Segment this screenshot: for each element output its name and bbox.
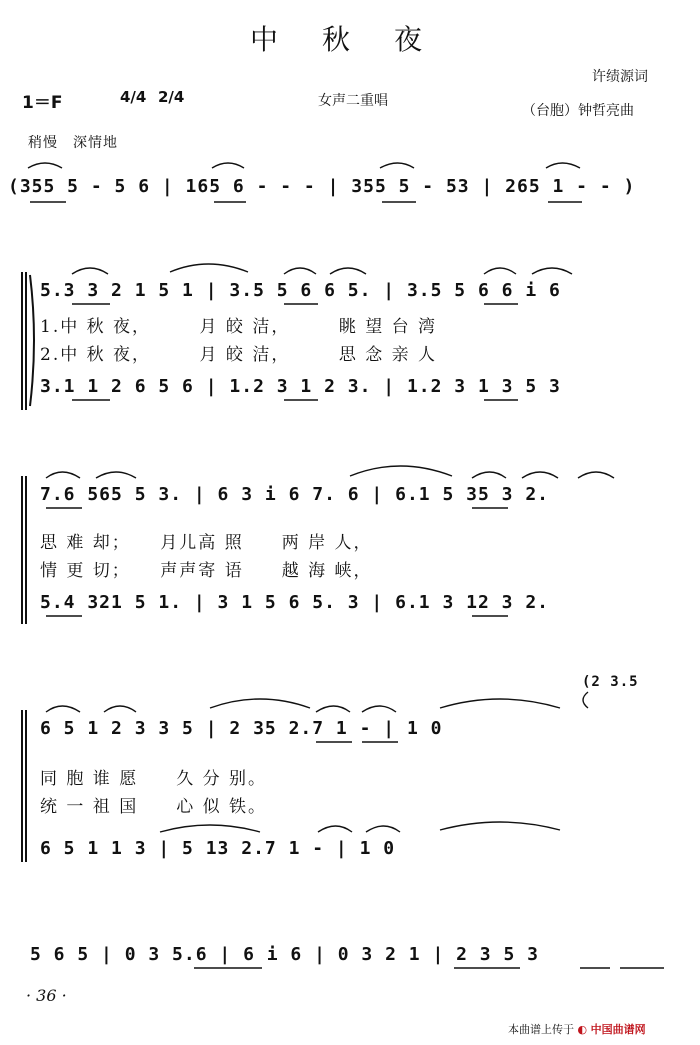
s2-slur-1	[46, 472, 80, 478]
s3-slur-1	[46, 706, 80, 712]
footer-site: 中国曲谱网	[590, 1023, 646, 1036]
lyricist-credit: 许绩源词	[592, 69, 648, 85]
system1-upper-voice: 5.3 3 2 1 5 1 | 3.5 5 6 6 5. | 3.5 5 6 6 i 6	[40, 280, 561, 301]
s1-slur-3	[284, 268, 316, 274]
s2-slur-3	[350, 466, 452, 476]
page-title: 中秋夜	[250, 23, 467, 56]
intro-slur-2	[212, 163, 244, 168]
s2-slur-2	[96, 472, 136, 478]
system1-lyric-verse2: 2.中 秋 夜， 月 皎 洁， 思 念 亲 人	[40, 345, 438, 365]
composer-credit: （台胞）钟哲亮曲	[522, 103, 634, 119]
system1-lower-voice: 3.1 1 2 6 5 6 | 1.2 3 1 2 3. | 1.2 3 1 3 5 3	[40, 376, 561, 397]
s3-lower-slur-4	[440, 822, 560, 830]
system3-lower-voice: 6 5 1 1 3 | 5 13 2.7 1 - | 1 0	[40, 838, 396, 859]
s3-lower-slur-1	[160, 825, 260, 832]
intro-slur-3	[380, 163, 414, 168]
s1-slur-6	[532, 268, 572, 274]
system3-bracket	[22, 710, 26, 862]
system3-upper-voice: 6 5 1 2 3 3 5 | 2 35 2.7 1 - | 1 0	[40, 718, 443, 739]
system2-lyric-verse1: 思 难 却； 月儿高 照 两 岸 人，	[40, 533, 373, 553]
system2-bracket	[22, 476, 26, 624]
time-signature-2: 2/4	[158, 88, 185, 106]
s1-slur-4	[330, 268, 366, 274]
footer-prefix: 本曲谱上传于	[508, 1023, 574, 1036]
system2-lower-voice: 5.4 321 5 1. | 3 1 5 6 5. 3 | 6.1 3 12 3 2.	[40, 592, 549, 613]
system4-notes: 5 6 5 | 0 3 5.6 | 6 i 6 | 0 3 2 1 | 2 3 5 3	[30, 944, 539, 965]
system1-start-brace	[30, 275, 34, 406]
volta-bracket	[583, 692, 588, 708]
system3-lyric-verse1: 同 胞 谁 愿 久 分 别。	[40, 769, 268, 789]
s3-slur-4	[316, 706, 350, 712]
intro-slur-4	[546, 163, 580, 168]
tempo-marking: 稍慢 深情地	[28, 135, 118, 151]
system1-bracket	[22, 272, 26, 410]
s3-slur-6	[440, 699, 560, 708]
key-signature: 1＝F	[22, 93, 63, 113]
volta-bracket-text: (2 3.5	[582, 674, 639, 690]
s3-slur-3	[210, 699, 310, 708]
system2-upper-voice: 7.6 565 5 3. | 6 3 i 6 7. 6 | 6.1 5 35 3 2.	[40, 484, 549, 505]
performance-form: 女声二重唱	[318, 93, 388, 109]
page-number: · 36 ·	[26, 986, 67, 1005]
intro-slur-1	[28, 163, 62, 168]
time-signature-1: 4/4	[120, 88, 147, 106]
site-logo-icon: ◐	[577, 1023, 588, 1036]
s1-slur-2	[170, 264, 248, 272]
system2-lyric-verse2: 情 更 切； 声声寄 语 越 海 峡，	[40, 561, 373, 581]
s3-lower-slur-3	[366, 826, 400, 832]
s2-slur-6	[578, 472, 614, 478]
s1-slur-1	[72, 268, 108, 274]
s3-slur-2	[104, 706, 136, 712]
system1-lyric-verse1: 1.中 秋 夜， 月 皎 洁， 眺 望 台 湾	[40, 317, 438, 337]
s3-slur-5	[362, 706, 396, 712]
intro-notes: (355 5 - 5 6 | 165 6 - - - | 355 5 - 53 | 265 1 - - )	[8, 176, 636, 197]
s1-slur-5	[484, 268, 516, 274]
s2-slur-4	[472, 472, 506, 478]
s3-lower-slur-2	[318, 826, 352, 832]
system3-lyric-verse2: 统 一 祖 国 心 似 铁。	[40, 797, 268, 817]
s2-slur-5	[522, 472, 558, 478]
